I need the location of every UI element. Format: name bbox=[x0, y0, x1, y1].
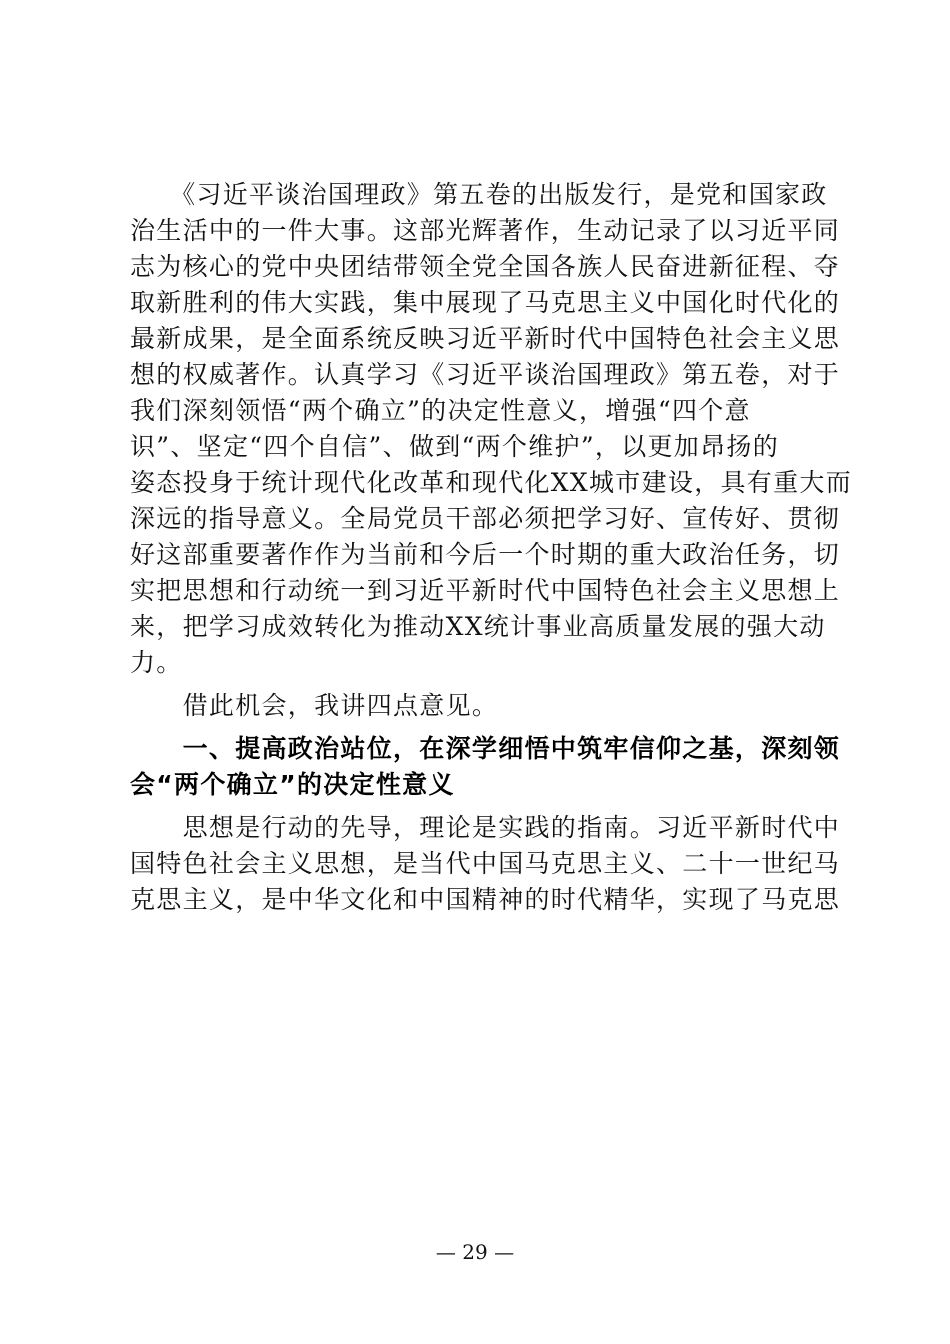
text-line: 借此机会，我讲四点意见。 bbox=[130, 691, 499, 720]
text-line: 思想是行动的先导，理论是实践的指南。习近平新时代中 bbox=[130, 813, 841, 842]
text-line: 克思主义，是中华文化和中国精神的时代精华，实现了马克思 bbox=[130, 885, 841, 914]
text-line: 最新成果，是全面系统反映习近平新时代中国特色社会主义思 bbox=[130, 324, 841, 353]
page-number: — 29 — bbox=[435, 1240, 515, 1264]
paragraph-spacer bbox=[130, 724, 820, 731]
text-line: 深远的指导意义。全局党员干部必须把学习好、宣传好、贯彻 bbox=[130, 504, 841, 533]
paragraph-spacer bbox=[130, 803, 820, 810]
text-line: 实把思想和行动统一到习近平新时代中国特色社会主义思想上 bbox=[130, 576, 841, 605]
paragraph-spacer bbox=[130, 681, 820, 688]
text-line: 姿态投身于统计现代化改革和现代化XX城市建设，具有重大而 bbox=[130, 468, 852, 497]
transition-paragraph bbox=[130, 688, 820, 724]
text-line: 识”、坚定“四个自信”、做到“两个维护”，以更加昂扬的 bbox=[130, 432, 780, 461]
section-paragraph bbox=[130, 810, 841, 918]
text-line: 想的权威著作。认真学习《习近平谈治国理政》第五卷，对于 bbox=[130, 360, 841, 389]
heading-line: 一、提高政治站位，在深学细悟中筑牢信仰之基，深刻领 bbox=[130, 734, 841, 763]
text-line: 志为核心的党中央团结带领全党全国各族人民奋进新征程、夺 bbox=[130, 252, 841, 281]
heading-line: 会“两个确立”的决定性意义 bbox=[130, 770, 455, 799]
text-line: 我们深刻领悟“两个确立”的决定性意义，增强“四个意 bbox=[130, 396, 751, 425]
text-line: 来，把学习成效转化为推动XX统计事业高质量发展的强大动 bbox=[130, 612, 826, 641]
text-line: 《习近平谈治国理政》第五卷的出版发行，是党和国家政 bbox=[130, 180, 828, 209]
section-heading bbox=[130, 731, 841, 803]
text-line: 取新胜利的伟大实践，集中展现了马克思主义中国化时代化的 bbox=[130, 288, 841, 317]
text-line: 好这部重要著作作为当前和今后一个时期的重大政治任务，切 bbox=[130, 540, 841, 569]
document-body bbox=[130, 177, 852, 918]
text-line: 国特色社会主义思想，是当代中国马克思主义、二十一世纪马 bbox=[130, 849, 841, 878]
intro-paragraph bbox=[130, 177, 852, 681]
text-line: 力。 bbox=[130, 648, 183, 677]
text-line: 治生活中的一件大事。这部光辉著作，生动记录了以习近平同 bbox=[130, 216, 841, 245]
